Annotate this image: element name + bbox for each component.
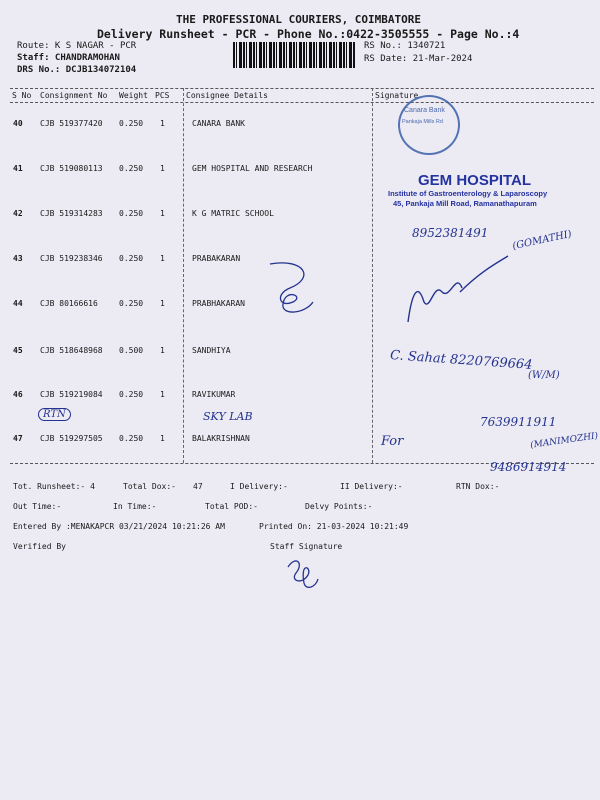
row-sno: 41 (13, 164, 23, 173)
row-pcs: 1 (160, 434, 165, 443)
row-weight: 0.250 (119, 254, 144, 263)
gem-stamp-line1: Institute of Gastroenterology & Laparoscopy (388, 189, 548, 198)
row-consignee: PRABHAKARAN (192, 299, 245, 308)
col-pcs: PCS (155, 91, 170, 100)
rtn-dox: RTN Dox:- (456, 482, 500, 491)
note-sandhiya: C. Sahat 8220769664 (389, 348, 533, 373)
tot-runsheet: Tot. Runsheet:- 4 (13, 482, 95, 491)
total-pod: Total POD:- (205, 502, 258, 511)
verified-by: Verified By (13, 542, 66, 551)
staff-signature (282, 553, 322, 593)
row-sno: 45 (13, 346, 23, 355)
note-bala-phone: 9486914914 (490, 460, 567, 474)
company-name: THE PROFESSIONAL COURIERS, COIMBATORE (176, 13, 422, 26)
gem-stamp-title: GEM HOSPITAL (418, 172, 532, 189)
row-pcs: 1 (160, 346, 165, 355)
row-weight: 0.250 (119, 164, 144, 173)
route-label: Route: K S NAGAR - PCR (17, 41, 137, 51)
col-sno: S No (12, 91, 32, 100)
row-sno: 42 (13, 209, 23, 218)
header-bottom-rule (10, 102, 594, 103)
row-weight: 0.250 (119, 299, 144, 308)
row-sno: 46 (13, 390, 23, 399)
signature-stroke (288, 561, 318, 587)
note-gomathi: (GOMATHI) (511, 228, 573, 253)
out-time: Out Time:- (13, 502, 62, 511)
row-pcs: 1 (160, 164, 165, 173)
row-consignment: CJB 519238346 (40, 254, 103, 263)
total-dox: Total Dox:- (123, 482, 176, 491)
row-consignee: GEM HOSPITAL AND RESEARCH (192, 164, 313, 173)
note-rtn: RTN (38, 408, 71, 421)
row-consignment: CJB 519080113 (40, 164, 103, 173)
header-top-rule (10, 88, 594, 89)
row-sno: 43 (13, 254, 23, 263)
row-pcs: 1 (160, 119, 165, 128)
note-for: For (381, 434, 404, 449)
row-sno: 40 (13, 119, 23, 128)
staff-label: Staff: CHANDRAMOHAN (17, 53, 120, 63)
row-consignment: CJB 519314283 (40, 209, 103, 218)
row-consignee: SANDHIYA (192, 346, 231, 355)
delvy-points: Delvy Points:- (305, 502, 373, 511)
row-weight: 0.500 (119, 346, 144, 355)
row-consignment: CJB 519377420 (40, 119, 103, 128)
row-consignment: CJB 519219084 (40, 390, 103, 399)
row-pcs: 1 (160, 254, 165, 263)
handwritten-signature (265, 258, 325, 320)
row-weight: 0.250 (119, 390, 144, 399)
row-sno: 47 (13, 434, 23, 443)
note-skylab: SKY LAB (203, 410, 253, 423)
gem-stamp-line2: 45, Pankaja Mill Road, Ramanathapuram (393, 199, 537, 208)
handwritten-signature (400, 252, 510, 332)
note-wm: (W/M) (528, 370, 560, 381)
barcode (233, 42, 355, 68)
row-consignment: CJB 518648968 (40, 346, 103, 355)
drs-number: DRS No.: DCJB134072104 (17, 65, 137, 75)
row-weight: 0.250 (119, 119, 144, 128)
col-consignment: Consignment No (40, 91, 108, 100)
note-manimozhi: (MANIMOZHI) (529, 431, 599, 451)
row-weight: 0.250 (119, 434, 144, 443)
row-consignment: CJB 80166616 (40, 299, 98, 308)
col-consignee: Consignee Details (186, 91, 268, 100)
rs-date: RS Date: 21-Mar-2024 (364, 54, 473, 64)
in-time: In Time:- (113, 502, 157, 511)
ii-delivery: II Delivery:- (340, 482, 403, 491)
row-consignee: RAVIKUMAR (192, 390, 236, 399)
row-consignee: BALAKRISHNAN (192, 434, 250, 443)
note-phone-42: 8952381491 (412, 226, 489, 240)
signature-stroke (408, 256, 508, 322)
runsheet-title: Delivery Runsheet - PCR - Phone No.:0422-3505555 - Page No.:4 (97, 27, 520, 41)
stamp-text: Canara Bank (404, 107, 445, 114)
col-signature: Signature (375, 91, 419, 100)
divider-consignee (183, 88, 184, 463)
i-delivery: I Delivery:- (230, 482, 288, 491)
row-weight: 0.250 (119, 209, 144, 218)
rs-number: RS No.: 1340721 (364, 41, 446, 51)
total-dox-value: 47 (193, 482, 203, 491)
row-consignment: CJB 519297505 (40, 434, 103, 443)
signature-stroke (270, 263, 313, 312)
entered-by: Entered By :MENAKAPCR 03/21/2024 10:21:26 AM (13, 522, 225, 531)
canara-bank-stamp (398, 95, 460, 155)
staff-signature-label: Staff Signature (270, 542, 343, 551)
col-weight: Weight (119, 91, 148, 100)
row-consignee: PRABAKARAN (192, 254, 241, 263)
row-pcs: 1 (160, 209, 165, 218)
row-pcs: 1 (160, 299, 165, 308)
printed-on: Printed On: 21-03-2024 10:21:49 (259, 522, 409, 531)
row-consignee: CANARA BANK (192, 119, 245, 128)
row-consignee: K G MATRIC SCHOOL (192, 209, 274, 218)
note-ravi-phone: 7639911911 (480, 415, 557, 429)
divider-signature (372, 88, 373, 463)
row-sno: 44 (13, 299, 23, 308)
row-pcs: 1 (160, 390, 165, 399)
stamp-subtext: Pankaja Mills Rd (402, 119, 443, 125)
